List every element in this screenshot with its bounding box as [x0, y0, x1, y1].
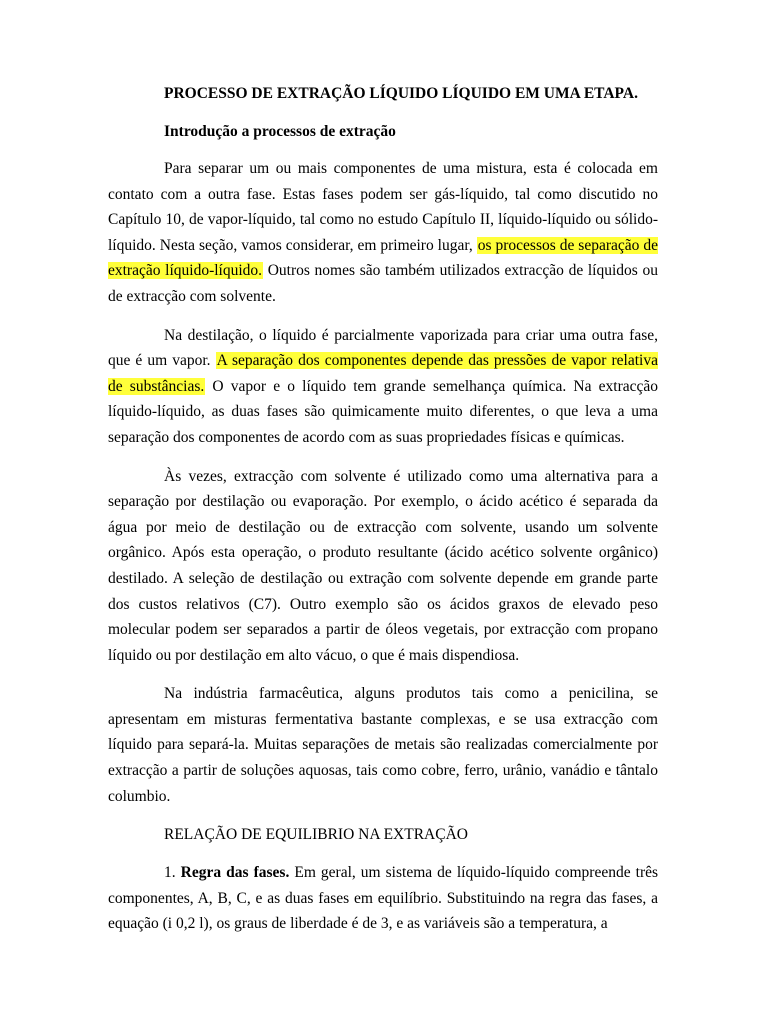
paragraph-3: Às vezes, extracção com solvente é utilizado como uma alternativa para a separação por destilação ou evaporação. Por exemplo, o ácido acético é separada da água por meio de destilação ou de extracção com solvente, usando um solvente orgânico. Após esta operação, o produto resultante (ácido acético solvente orgânico) destilado. A seleção de destilação ou extração com solvente depende em grande parte dos custos relativos (C7). Outro exemplo são os ácidos graxos de elevado peso molecular podem ser separados a partir de óleos vegetais, por extracção com propano líquido ou por destilação em alto vácuo, o que é mais dispendiosa.: [108, 467, 658, 664]
highlighted-text-2: A separação dos componentes depende das pressões de vapor relativa de substâncias.: [108, 352, 658, 395]
paragraph-1-text-b: Outros nomes são também utilizados extracção de líquidos ou de extracção com solvente.: [108, 262, 658, 305]
document-title: PROCESSO DE EXTRAÇÃO LÍQUIDO LÍQUIDO EM UMA ETAPA.: [164, 85, 638, 102]
section-heading-intro: Introdução a processos de extração: [164, 123, 396, 140]
paragraph-5-text: Em geral, um sistema de líquido-líquido compreende três componentes, A, B, C, e as duas fases em equilíbrio. Substituindo na regra das fases, a equação (i 0,2 l), os graus de liberdade é de 3, e as variáveis são a temperatura, a: [108, 864, 659, 933]
highlighted-text-1: os processos de separação de extração líquido-líquido.: [108, 236, 658, 280]
paragraph-5: [108, 860, 658, 937]
paragraph-1: [108, 156, 658, 310]
bold-term: Regra das fases.: [180, 864, 290, 882]
document-page: [108, 82, 658, 937]
paragraph-2: [108, 323, 658, 451]
paragraph-2-text-b: O vapor e o líquido tem grande semelhança química. Na extracção líquido-líquido, as duas fases são quimicamente muito diferentes, o que leva a uma separação dos componentes de acordo com as suas propriedades físicas e químicas.: [108, 377, 658, 446]
paragraph-4: Na indústria farmacêutica, alguns produtos tais como a penicilina, se apresentam em misturas fermentativa bastante complexas, e se usa extracção com líquido para separá-la. Muitas separações de metais são realizadas comercialmente por extracção a partir de soluções aquosas, tais como cobre, ferro, urânio, vanádio e tântalo columbio.: [108, 685, 658, 805]
paragraph-2-text-a: Na destilação, o líquido é parcialmente vaporizada para criar uma outra fase, que é um vapor.: [108, 326, 658, 370]
paragraph-1-text-a: Para separar um ou mais componentes de uma mistura, esta é colocada em contato com a outra fase. Estas fases podem ser gás-líquido, tal como discutido no Capítulo 10, de vapor-líquido, tal como no estudo Capítulo II, líquido-líquido ou sólido-líquido. Nesta seção, vamos considerar, em primeiro lugar,: [108, 160, 658, 254]
section-heading-equilibrium: RELAÇÃO DE EQUILIBRIO NA EXTRAÇÃO: [164, 826, 468, 844]
list-number: 1.: [164, 864, 181, 882]
